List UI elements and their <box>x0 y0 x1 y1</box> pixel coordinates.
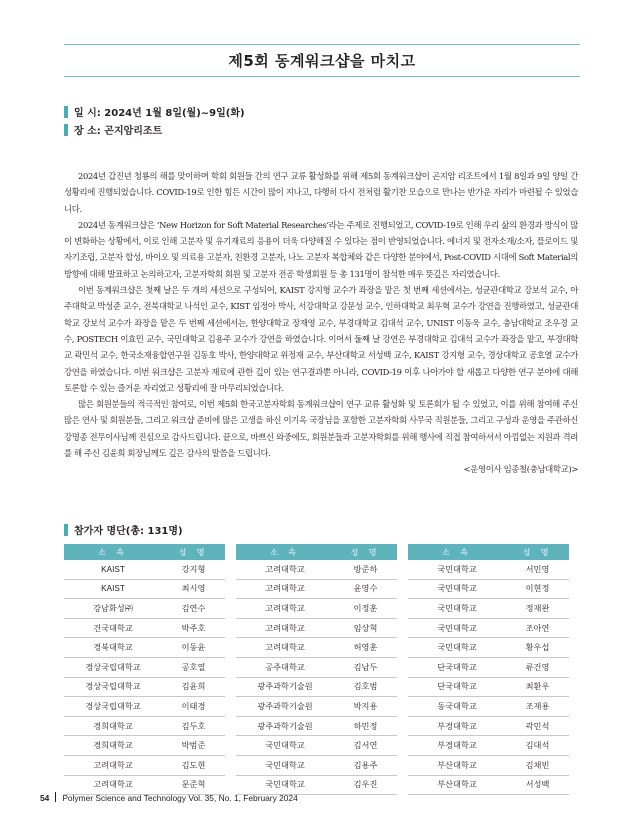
table-row <box>236 677 397 697</box>
top-divider <box>64 44 580 45</box>
table-row <box>64 677 225 697</box>
name-cell: 김연수 <box>162 599 225 619</box>
name-cell: 김용주 <box>334 755 397 775</box>
table-row <box>236 716 397 736</box>
table-row <box>408 716 569 736</box>
affiliation-cell: 고려대학교 <box>64 775 162 795</box>
date-label: 일 시: <box>74 108 101 119</box>
table-row <box>408 755 569 775</box>
table-row <box>64 736 225 756</box>
roster-table-2 <box>236 544 397 795</box>
affiliation-cell: 부산대학교 <box>408 775 506 795</box>
page-footer <box>40 792 298 803</box>
table-row <box>408 657 569 677</box>
affiliation-cell: 고려대학교 <box>236 618 334 638</box>
name-cell: 허영훈 <box>334 638 397 658</box>
affiliation-cell: 국민대학교 <box>408 599 506 619</box>
place-value: 곤지암리조트 <box>104 126 163 137</box>
col-header-affiliation: 소 속 <box>236 544 334 560</box>
affiliation-cell: 국민대학교 <box>408 618 506 638</box>
affiliation-cell: 고려대학교 <box>236 560 334 579</box>
name-cell: 김우진 <box>334 775 397 795</box>
table-row <box>64 638 225 658</box>
roster-heading-text: 참가자 명단(총: 131명) <box>74 526 183 537</box>
table-row <box>64 579 225 599</box>
table-row <box>236 697 397 717</box>
name-cell: 최시영 <box>162 579 225 599</box>
affiliation-cell: 고려대학교 <box>64 755 162 775</box>
bullet-bar-icon <box>64 124 68 136</box>
table-row <box>408 697 569 717</box>
footer-separator <box>55 792 56 802</box>
table-row <box>408 736 569 756</box>
affiliation-cell: 강남화성㈜ <box>64 599 162 619</box>
affiliation-cell: 국민대학교 <box>408 638 506 658</box>
table-row <box>236 599 397 619</box>
name-cell: 김호범 <box>334 677 397 697</box>
affiliation-cell: 국민대학교 <box>408 560 506 579</box>
title-banner <box>64 46 580 77</box>
name-cell: 김대석 <box>506 736 569 756</box>
name-cell: 윤영수 <box>334 579 397 599</box>
article-body <box>64 168 578 478</box>
affiliation-cell: 경희대학교 <box>64 736 162 756</box>
table-row <box>236 618 397 638</box>
name-cell: 방준하 <box>334 560 397 579</box>
affiliation-cell: 경상국립대학교 <box>64 697 162 717</box>
affiliation-cell: 국민대학교 <box>236 755 334 775</box>
affiliation-cell: 동국대학교 <box>408 697 506 717</box>
table-row <box>236 755 397 775</box>
name-cell: 황우섭 <box>506 638 569 658</box>
bullet-bar-icon <box>64 524 68 536</box>
name-cell: 김윤희 <box>162 677 225 697</box>
affiliation-cell: 고려대학교 <box>236 579 334 599</box>
place-label: 장 소: <box>74 126 101 137</box>
bullet-bar-icon <box>64 106 68 118</box>
paragraph: 많은 회원분들의 적극적인 참여로, 이번 제5회 한국고분자학회 동계워크샵이 연구 교류 활성화 및 토론회가 될 수 있었고, 이를 위해 참여해 주신 많은 연사 및 회원분들, 그리고 워크샵 준비에 많은 고생을 하신 이기옥 국장님을 포함한 고분자학회 사무국 직원분들, 그리고 구성과 운영을 주관하신 강명종 전무이사님께 진심으로 감사드립니다. 끝으로, 바쁘신 와중에도, 회원분들과 고분자학회를 위해 행사에 직접 참여하셔서 아낌없는 지원과 격려를 해 주신 김윤희 회장님께도 깊은 감사의 말씀을 드립니다. <box>64 399 578 459</box>
table-row <box>408 599 569 619</box>
affiliation-cell: 단국대학교 <box>408 677 506 697</box>
affiliation-cell: 광주과학기술원 <box>236 677 334 697</box>
name-cell: 박주호 <box>162 618 225 638</box>
table-row <box>236 638 397 658</box>
col-header-name: 성 명 <box>506 544 569 560</box>
affiliation-cell: 부경대학교 <box>408 736 506 756</box>
paragraph: 이번 동계워크샵은 첫째 날은 두 개의 세션으로 구성되어, KAIST 강지형 교수가 좌장을 맡은 첫 번째 세션에서는, 성균관대학교 강보석 교수, 아주대학교 박성준 교수, 전북대학교 나석인 교수, KIST 임정아 박사, 서강대학교 강문성 교수, 인하대학교 최우혁 교수가 강연을 진행하였고, 성균관대학교 강보석 교수가 좌장을 맡은 두 번째 세션에서는, 한양대학교 장재영 교수, 부경대학교 김대석 교수, UNIST 이동욱 교수, 충남대학교 조우경 교수, POSTECH 이효민 교수, 국민대학교 김용주 교수가 강연을 하였습니다. 이어서 둘째 날 강연은 부경대학교 김대석 교수가 좌장을 맡고, 부경대학교 곽민석 교수, 한국소재융합연구원 김동호 박사, 한양대학교 위정재 교수, 부산대학교 서성백 교수, KAIST 강지형 교수, 경상대학교 공호열 교수가 강연을 하였습니다. 이번 워크샵은 고분자 재료에 관한 깊이 있는 연구결과뿐 아니라, COVID-19 이후 나아가야 할 새롭고 다양한 연구 분야에 대해 토론할 수 있는 즐거운 자리였고 성황리에 잘 마무리되었습니다. <box>64 285 578 393</box>
table-row <box>236 657 397 677</box>
name-cell: 강지형 <box>162 560 225 579</box>
page-number: 54 <box>40 793 50 803</box>
name-cell: 김남두 <box>334 657 397 677</box>
name-cell: 서민영 <box>506 560 569 579</box>
table-row <box>236 736 397 756</box>
affiliation-cell: 단국대학교 <box>408 657 506 677</box>
affiliation-cell: 고려대학교 <box>236 638 334 658</box>
name-cell: 서성백 <box>506 775 569 795</box>
affiliation-cell: 경북대학교 <box>64 638 162 658</box>
table-row <box>236 579 397 599</box>
date-value: 2024년 1월 8일(월)~9일(화) <box>104 108 245 119</box>
page-title: 제5회 동계워크샵을 마치고 <box>228 52 416 70</box>
col-header-affiliation: 소 속 <box>64 544 162 560</box>
affiliation-cell: 국민대학교 <box>236 736 334 756</box>
table-row <box>64 599 225 619</box>
affiliation-cell: 부산대학교 <box>408 755 506 775</box>
paragraph: 2024년 동계워크샵은 ‘New Horizon for Soft Material Researches’라는 주제로 진행되었고, COVID-19로 인해 우리 삶의 환경과 방식이 많이 변화하는 상황에서, 이로 인해 고분자 및 유기재료의 응용이 더욱 다양해질 수 있다는 점이 반영되었습니다. 에너지 및 전자소재/소자, 플로이드 및 자기조립, 고분자 합성, 바이오 및 의료용 고분자, 친환경 고분자, 나노 고분자 복합체와 같은 다양한 분야에서, Post-COVID 시대에 Soft Material의 방향에 대해 발표하고 논의하고자, 고분자학회 회원 및 고분자 전공 학생회원 등 총 131명이 참석한 매우 뜻깊은 자리였습니다. <box>64 219 578 279</box>
name-cell: 이동윤 <box>162 638 225 658</box>
affiliation-cell: KAIST <box>64 560 162 579</box>
affiliation-cell: 고려대학교 <box>236 599 334 619</box>
affiliation-cell: 경상국립대학교 <box>64 657 162 677</box>
affiliation-cell: 광주과학기술원 <box>236 716 334 736</box>
name-cell: 김서연 <box>334 736 397 756</box>
table-row <box>64 618 225 638</box>
name-cell: 박범준 <box>162 736 225 756</box>
name-cell: 임상혁 <box>334 618 397 638</box>
table-row <box>408 618 569 638</box>
affiliation-cell: 경상국립대학교 <box>64 677 162 697</box>
name-cell: 문준혁 <box>162 775 225 795</box>
name-cell: 이현정 <box>506 579 569 599</box>
event-date <box>64 106 580 121</box>
affiliation-cell: 공주대학교 <box>236 657 334 677</box>
table-row <box>408 677 569 697</box>
event-place <box>64 124 580 139</box>
affiliation-cell: 국민대학교 <box>236 775 334 795</box>
table-row <box>64 755 225 775</box>
table-row <box>408 579 569 599</box>
roster-heading <box>64 524 183 539</box>
table-row <box>236 560 397 579</box>
name-cell: 곽민석 <box>506 716 569 736</box>
affiliation-cell: 국민대학교 <box>408 579 506 599</box>
signature: <운영이사 임종철(충남대학교)> <box>463 464 578 475</box>
name-cell: 공호열 <box>162 657 225 677</box>
journal-info: Polymer Science and Technology Vol. 35, No. 1, February 2024 <box>62 793 298 803</box>
affiliation-cell: 경희대학교 <box>64 716 162 736</box>
table-row <box>64 560 225 579</box>
table-row <box>64 716 225 736</box>
table-row <box>408 560 569 579</box>
name-cell: 이태경 <box>162 697 225 717</box>
roster-table-1 <box>64 544 225 795</box>
name-cell: 박지용 <box>334 697 397 717</box>
table-row <box>408 638 569 658</box>
name-cell: 김두호 <box>162 716 225 736</box>
name-cell: 김채빈 <box>506 755 569 775</box>
col-header-affiliation: 소 속 <box>408 544 506 560</box>
name-cell: 조재용 <box>506 697 569 717</box>
name-cell: 최환우 <box>506 677 569 697</box>
affiliation-cell: 건국대학교 <box>64 618 162 638</box>
name-cell: 하민정 <box>334 716 397 736</box>
affiliation-cell: 부경대학교 <box>408 716 506 736</box>
table-row <box>64 657 225 677</box>
col-header-name: 성 명 <box>334 544 397 560</box>
table-row <box>408 775 569 795</box>
affiliation-cell: 광주과학기술원 <box>236 697 334 717</box>
name-cell: 이정훈 <box>334 599 397 619</box>
roster-table-3 <box>408 544 569 795</box>
col-header-name: 성 명 <box>162 544 225 560</box>
affiliation-cell: KAIST <box>64 579 162 599</box>
name-cell: 류건영 <box>506 657 569 677</box>
name-cell: 조아연 <box>506 618 569 638</box>
name-cell: 김도현 <box>162 755 225 775</box>
table-row <box>64 697 225 717</box>
paragraph: 2024년 갑진년 청룡의 해를 맞이하며 학회 회원들 간의 연구 교류 활성화를 위해 제5회 동계워크샵이 곤지암 리조트에서 1월 8일과 9일 양일 간 성황리에 진행되었습니다. COVID-19로 인한 힘든 시간이 많이 지나고, 다행히 다시 전처럼 활기찬 모습으로 만나는 반가운 자리가 마련될 수 있었습니다. <box>64 171 578 214</box>
name-cell: 정재완 <box>506 599 569 619</box>
